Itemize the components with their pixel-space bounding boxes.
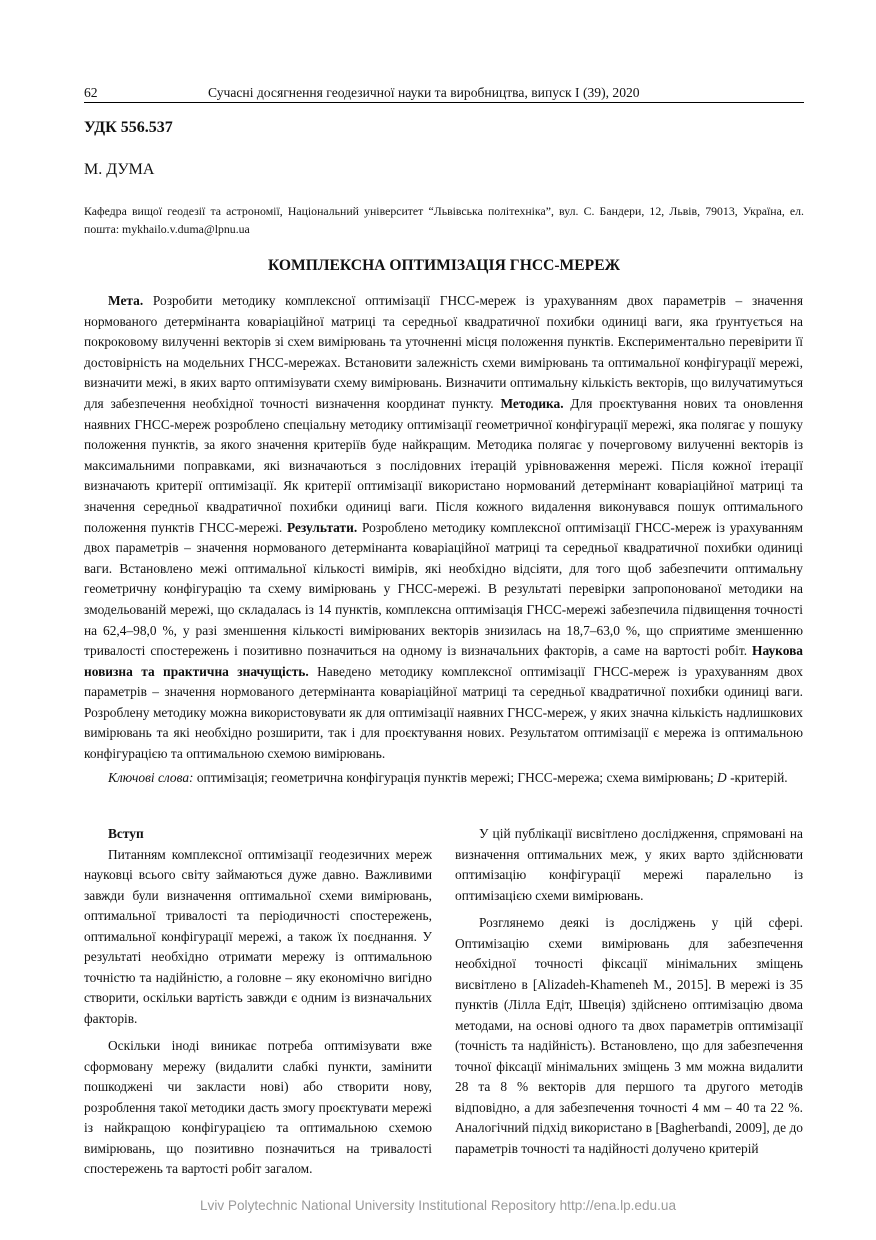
aim-text: Розробити методику комплексної оптимізації ГНСС-мереж із урахуванням двох параметрів – значення нормованого детермінанта коваріаційної матриці та середньої квадратичної похибки одиниці ваги, яка ґрунтується на покроковому вилученні векторів зі схем вимірювань та уточненні місця положення пунктів. Експериментально перевірити її достовірність на модельних ГНСС-мережах. Встановити залежність схеми вимірювань та оптимальної конфігурації мережі, визначити межі, в яких варто оптимізувати схему вимірювань. Визначити оптимальну кількість векторів, що вилучатимуться для забезпечення необхідної точності визначення координат пункту.	[84, 293, 803, 411]
intro-paragraph-1: Питанням комплексної оптимізації геодезичних мереж науковці всього світу займаються дуже давно. Важливими завжди були визначення оптимальної схеми вимірювань, оптимальної тривалості та періодичності спостережень, оптимальної конфігурації мережі, а також їх поєднання. У результаті необхідно отримати мережу із оптимальною точністю та надійністю, а головне – яку економічно вигідно створити, оскільки вартість завжди є одним із визначальних факторів.	[84, 846, 432, 1026]
header-divider	[84, 102, 804, 103]
method-label: Методика.	[500, 395, 564, 411]
d-criterion-symbol: D	[717, 770, 727, 785]
keywords-text: оптимізація; геометрична конфігурація пунктів мережі; ГНСС-мережа; схема вимірювань;	[193, 770, 718, 785]
keywords-label: Ключові слова:	[108, 770, 194, 785]
author-name: М. ДУМА	[84, 161, 155, 178]
affiliation: Кафедра вищої геодезії та астрономії, Національний університет “Львівська політехніка”, вул. С. Бандери, 12, Львів, 79013, Україна, ел. пошта: mykhailo.v.duma@lpnu.ua	[84, 204, 804, 236]
udk-code: УДК 556.537	[84, 119, 173, 136]
journal-title: Сучасні досягнення геодезичної науки та виробництва, випуск I (39), 2020	[208, 85, 640, 100]
results-label: Результати.	[286, 519, 358, 535]
intro-paragraph-2: Оскільки іноді виникає потреба оптимізувати вже сформовану мережу (видалити слабкі пункти, замінити пошкоджені чи закласти нові) або створити нову, розроблення такої методики дасть змогу проєктувати мережі із найкращою конфігурацією та оптимальною схемою вимірювань, що позитивно позначиться на тривалості спостережень та вартості робіт загалом.	[84, 1038, 432, 1176]
intro-paragraph-3: У цій публікації висвітлено дослідження, спрямовані на визначення оптимальних меж, у яких варто здійснювати оптимізацію конфігурації мережі паралельно із оптимізацією схеми вимірювань.	[455, 826, 803, 903]
abstract	[84, 291, 803, 765]
repository-footer: Lviv Polytechnic National University Institutional Repository http://ena.lp.edu.ua	[199, 1198, 677, 1213]
aim-label: Мета.	[108, 293, 144, 308]
results-text: Розроблено методику комплексної оптимізації ГНСС-мереж із урахуванням двох параметрів – значення нормованого детермінанта коваріаційної матриці та середньої квадратичної похибки одиниці ваги. Встановлено межі оптимальної кількості вимірів, які необхідно відсіяти, для того щоб забезпечити оптимальну геометричну конфігурацію та схему вимірювань у ГНСС-мережі. В результаті перевірки запропонованої методики на змодельованій мережі, що складалась із 14 пунктів, комплексна оптимізація ГНСС-мережі забезпечила підвищення точності на 62,4–98,0 %, у разі зменшення кількості вимірюваних векторів знизилась на 18,7–63,0 %, що сприятиме зменшенню тривалості спостережень і позитивно позначиться на одному із визначальних факторів, а саме на вартості робіт.	[84, 519, 803, 659]
page-number: 62	[84, 85, 98, 100]
keywords	[84, 768, 803, 789]
abstract-paragraph	[84, 291, 803, 765]
left-column	[84, 824, 432, 1180]
method-text: Для проєктування нових та оновлення наявних ГНСС-мереж розроблено спеціальну методику оптимізації геометричної конфігурації мережі, яка полягає у пошуку положення пунктів, за якого значення критеріїв буде найкращим. Методика полягає у почерговому вилученні векторів із максимальними поправками, які визначаються з послідовних ітерацій урівноваження мережі. Після кожної ітерації визначають критерії оптимізації. Як критерії оптимізації використано нормований детермінант коваріаційної матриці та значення середньої квадратичної похибки одиниці ваги. Після кожного видалення виконувався пошук оптимального положення пунктів ГНСС-мережі.	[84, 395, 803, 535]
article-title: КОМПЛЕКСНА ОПТИМІЗАЦІЯ ГНСС-МЕРЕЖ	[267, 257, 621, 274]
novelty-text: Наведено методику комплексної оптимізації ГНСС-мереж із урахуванням двох параметрів – значення нормованого детермінанта коваріаційної матриці та середньої квадратичної похибки одиниці ваги. Розроблену методику можна використовувати як для оптимізації наявних ГНСС-мереж, у яких значна кількість надлишкових вимірювань та які необхідно розширити, так і для проєктування нових. Результатом оптимізації є мережа із оптимальною конфігурацією та оптимальною схемою вимірювань.	[84, 663, 803, 762]
d-criterion-suffix: -критерій.	[726, 770, 788, 785]
novelty-label: Наукова новизна та практична значущість.	[84, 643, 803, 679]
right-column	[455, 824, 803, 1159]
section-heading-intro: Вступ	[108, 826, 144, 841]
intro-paragraph-4: Розглянемо деякі із досліджень у цій сфері. Оптимізацію схеми вимірювань для забезпечення необхідної точності фіксації мінімальних зміщень висвітлено в [Alizadeh-Khameneh M., 2015]. В мережі із 35 пунктів (Лілла Едіт, Швеція) здійснено оптимізацію двома методами, на основі одного та двох параметрів оптимізації (точність та надійність). Встановлено, що для забезпечення точної фіксації мінімальних зміщень 3 мм можна видалити 28 та 8 % векторів для першого та другого методів відповідно, а для забезпечення точності 4 мм – 40 та 22 %. Аналогічний підхід використано в [Bagherbandi, 2009], де до параметрів точності та надійності долучено критерій	[455, 915, 803, 1156]
